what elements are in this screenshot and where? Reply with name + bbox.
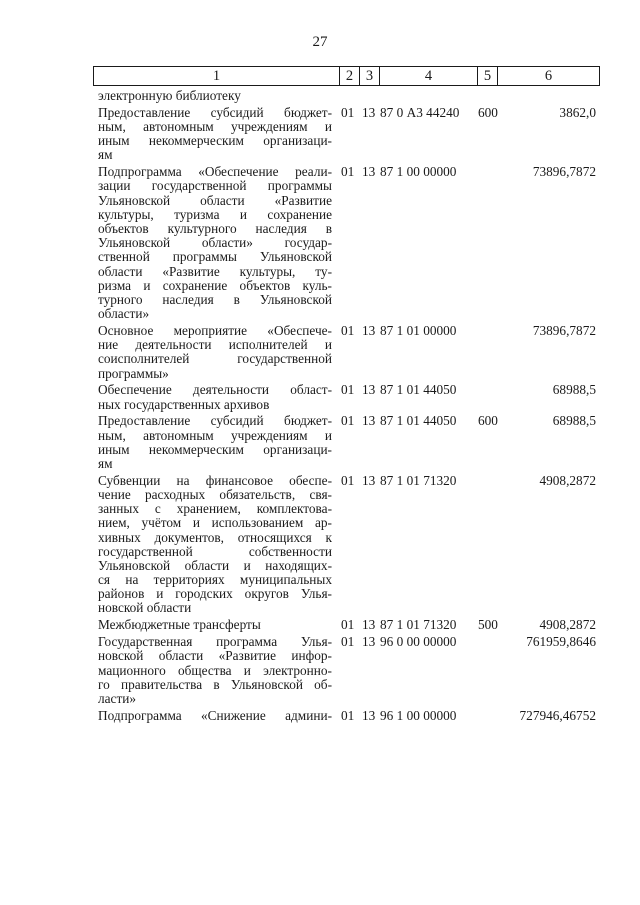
- description-line: Ульяновской области и находящих-: [98, 557, 332, 573]
- description-line: иным некоммерческим организаци-: [98, 133, 332, 149]
- section-code: 01: [341, 707, 355, 723]
- description-line: чение расходных обязательств, свя-: [98, 486, 332, 502]
- subsection-code: 13: [362, 617, 376, 633]
- description-line: мационного общества и электронно-: [98, 662, 332, 678]
- amount: 68988,5: [552, 382, 596, 398]
- description-line: иным некоммерческим организаци-: [98, 441, 332, 457]
- header-col-4: 4: [380, 66, 478, 86]
- description-line: государственной собственности: [98, 543, 332, 559]
- expense-type-code: 600: [478, 413, 498, 429]
- row-description: [98, 383, 332, 411]
- row-description: [98, 106, 332, 163]
- header-col-1: 1: [93, 66, 340, 86]
- description-line: области «Развитие культуры, ту-: [98, 263, 332, 279]
- description-line: зации государственной программы: [98, 178, 332, 194]
- row-description: [98, 89, 332, 103]
- section-code: 01: [341, 634, 355, 650]
- description-line: Подпрограмма «Обеспечение реали-: [98, 164, 332, 180]
- row-description: [98, 165, 332, 321]
- description-line: программы»: [98, 365, 169, 381]
- target-article-code: 87 1 01 71320: [380, 472, 457, 488]
- description-line: Предоставление субсидий бюджет-: [98, 104, 332, 120]
- description-line: новской области: [98, 600, 192, 616]
- description-line: электронную библиотеку: [98, 88, 241, 103]
- description-line: объектов культурного наследия в: [98, 220, 332, 236]
- header-col-6: 6: [498, 66, 600, 86]
- row-description: [98, 414, 332, 471]
- section-code: 01: [341, 472, 355, 488]
- header-col-5: 5: [478, 66, 498, 86]
- target-article-code: 87 1 01 44050: [380, 382, 457, 398]
- target-article-code: 87 1 00 00000: [380, 164, 457, 180]
- description-line: ризма и сохранение объектов куль-: [98, 277, 332, 293]
- description-line: ся на территориях муниципальных: [98, 572, 332, 588]
- amount: 4908,2872: [539, 617, 596, 633]
- description-line: районов и городских округов Улья-: [98, 586, 332, 602]
- subsection-code: 13: [362, 323, 376, 338]
- description-line: го правительства в Ульяновской об-: [98, 676, 332, 692]
- description-line: культуры, туризма и сохранение: [98, 206, 332, 222]
- amount: 3862,0: [559, 104, 596, 120]
- description-line: ным, автономным учреждениям и: [98, 118, 332, 134]
- description-line: ственной программы Ульяновской: [98, 249, 332, 265]
- subsection-code: 13: [362, 707, 376, 723]
- target-article-code: 87 0 А3 44240: [380, 104, 460, 120]
- section-code: 01: [341, 382, 355, 398]
- header-col-3: 3: [360, 66, 380, 86]
- amount: 68988,5: [552, 413, 596, 429]
- amount: 73896,7872: [532, 323, 596, 338]
- amount: 761959,8646: [526, 634, 596, 650]
- subsection-code: 13: [362, 472, 376, 488]
- amount: 727946,46752: [519, 707, 596, 723]
- expense-type-code: 600: [478, 104, 498, 120]
- row-description: [98, 635, 332, 706]
- description-line: области»: [98, 306, 150, 322]
- section-code: 01: [341, 104, 355, 120]
- description-line: ным, автономным учреждениям и: [98, 427, 332, 443]
- description-line: Предоставление субсидий бюджет-: [98, 413, 332, 429]
- description-line: ям: [98, 455, 113, 471]
- section-code: 01: [341, 617, 355, 633]
- description-line: Ульяновской области» государ-: [98, 235, 332, 251]
- description-line: занных с хранением, комплектова-: [98, 501, 332, 517]
- description-line: Обеспечение деятельности област-: [98, 382, 332, 398]
- description-line: ласти»: [98, 690, 137, 706]
- subsection-code: 13: [362, 164, 376, 180]
- row-description: [98, 618, 332, 632]
- target-article-code: 96 1 00 00000: [380, 707, 457, 723]
- target-article-code: 96 0 00 00000: [380, 634, 457, 650]
- description-line: соисполнителей государственной: [98, 351, 332, 367]
- description-line: Государственная программа Улья-: [98, 634, 332, 650]
- subsection-code: 13: [362, 104, 376, 120]
- section-code: 01: [341, 413, 355, 429]
- description-line: ям: [98, 147, 113, 163]
- subsection-code: 13: [362, 382, 376, 398]
- subsection-code: 13: [362, 413, 376, 429]
- target-article-code: 87 1 01 44050: [380, 413, 457, 429]
- amount: 73896,7872: [532, 164, 596, 180]
- target-article-code: 87 1 01 00000: [380, 323, 457, 338]
- subsection-code: 13: [362, 634, 376, 650]
- description-line: нием, учётом и использованием ар-: [98, 515, 332, 531]
- description-line: Межбюджетные трансферты: [98, 617, 261, 633]
- description-line: Субвенции на финансовое обеспе-: [98, 472, 332, 488]
- section-code: 01: [341, 164, 355, 180]
- description-line: ных государственных архивов: [98, 396, 270, 412]
- description-line: Ульяновской области «Развитие: [98, 192, 332, 208]
- target-article-code: 87 1 01 71320: [380, 617, 457, 633]
- page-number: 27: [312, 34, 328, 50]
- description-line: ние деятельности исполнителей и: [98, 337, 332, 353]
- description-line: новской области «Развитие инфор-: [98, 648, 332, 664]
- section-code: 01: [341, 323, 355, 338]
- description-line: Подпрограмма «Снижение админи-: [98, 707, 332, 723]
- header-col-2: 2: [340, 66, 360, 86]
- description-line: Основное мероприятие «Обеспече-: [98, 323, 332, 338]
- row-description: [98, 709, 332, 723]
- row-description: [98, 474, 332, 616]
- expense-type-code: 500: [478, 617, 498, 633]
- description-line: хивных документов, относящихся к: [98, 529, 332, 545]
- row-description: [98, 324, 332, 381]
- description-line: турного наследия в Ульяновской: [98, 291, 332, 307]
- amount: 4908,2872: [539, 472, 596, 488]
